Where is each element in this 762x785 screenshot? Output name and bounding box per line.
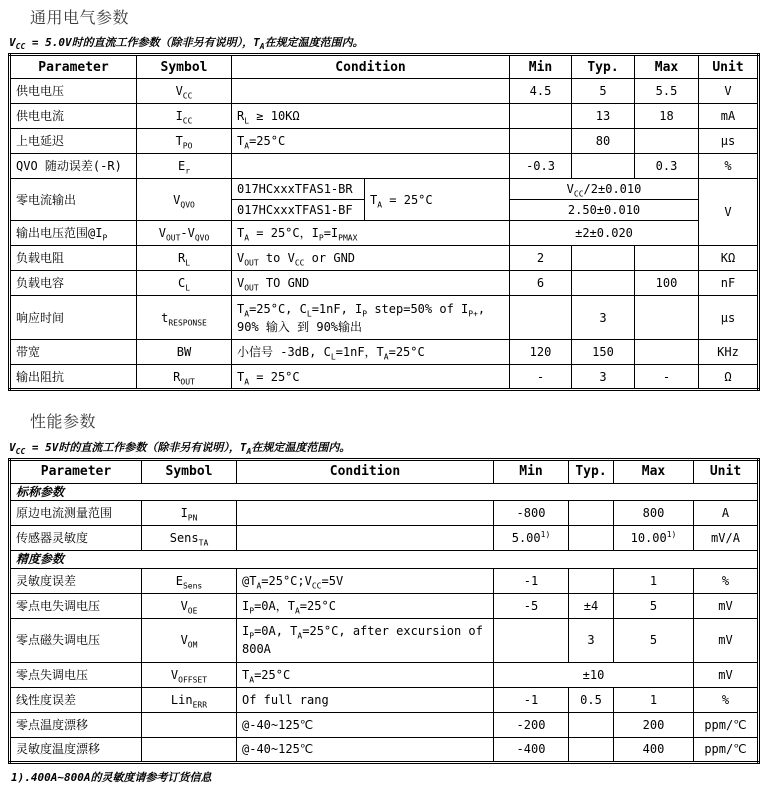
section-performance: [8, 412, 758, 784]
section-subtitle-performance: $V_{CC} = 5V$时的直流工作参数（除非另有说明），$T_A$在规定温度范围内。: [9, 440, 351, 456]
table-cell: [572, 154, 635, 179]
table-row: [10, 79, 759, 104]
table-cell: [510, 104, 572, 129]
table-cell: $E_{Sens}$: [142, 568, 237, 593]
table-cell: BW: [137, 340, 232, 365]
table-row: [10, 246, 759, 271]
table-cell: 017HCxxxTFAS1-BF: [232, 200, 365, 221]
table-cell: 3: [569, 618, 614, 662]
table-cell: $I_P=0A$, $T_A=25^\circ C$, after excursion of 800A: [237, 618, 494, 662]
table-cell: [510, 129, 572, 154]
table-cell: 供电电压: [10, 79, 137, 104]
table-cell: -800: [494, 501, 569, 526]
table-row: [10, 737, 759, 762]
table-cell: 017HCxxxTFAS1-BR: [232, 179, 365, 200]
table-cell: 2: [510, 246, 572, 271]
table-cell: $V_{CC}$: [137, 79, 232, 104]
table-cell: $@T_A=25^\circ C;V_{CC}=5V$: [237, 568, 494, 593]
section-subtitle-general: $V_{CC} = 5.0V$时的直流工作参数（除非另有说明），$T_A$在规定温度范围内。: [9, 36, 364, 52]
table-cell: [142, 737, 237, 762]
table-row: [10, 526, 759, 551]
table-cell: %: [699, 154, 759, 179]
table-cell: [572, 271, 635, 296]
column-header: Parameter: [10, 459, 142, 483]
table-row: [10, 568, 759, 593]
table-section-label: 精度参数: [10, 551, 759, 568]
table-cell: [635, 129, 699, 154]
table-cell: [494, 618, 569, 662]
table-cell: $V_{OFFSET}$: [142, 662, 237, 687]
table-cell: [142, 712, 237, 737]
table-cell: 输出阻抗: [10, 365, 137, 390]
table-cell: μs: [699, 296, 759, 340]
table-cell: Of full rang: [237, 687, 494, 712]
column-header: Min: [510, 55, 572, 79]
table-cell: $V_{OM}$: [142, 618, 237, 662]
table-cell: $V_{OUT}$ to $V_{CC}$ or GND: [232, 246, 510, 271]
table-cell: [569, 737, 614, 762]
table-row: [10, 179, 759, 200]
table-cell: 零点磁失调电压: [10, 618, 142, 662]
section-general-electrical: [8, 8, 758, 391]
table-cell: -5: [494, 593, 569, 618]
table-cell: [232, 154, 510, 179]
header-row: [10, 55, 759, 79]
table-cell: -400: [494, 737, 569, 762]
table-row: [10, 662, 759, 687]
table-cell: 4.5: [510, 79, 572, 104]
table-cell: ppm/℃: [694, 737, 759, 762]
table-cell: QVO 随动误差(-R): [10, 154, 137, 179]
table-cell: -: [510, 365, 572, 390]
table-cell: 响应时间: [10, 296, 137, 340]
table-cell: $V_{OUT}-V_{QVO}$: [137, 221, 232, 246]
table-cell: [635, 246, 699, 271]
table-row: [10, 593, 759, 618]
table-cell: 供电电流: [10, 104, 137, 129]
table-cell: $V_{QVO}$: [137, 179, 232, 221]
table-cell: %: [694, 568, 759, 593]
table-cell: 0.5: [569, 687, 614, 712]
table-row: [10, 618, 759, 662]
table-section-row: [10, 551, 759, 568]
table-cell: V: [699, 179, 759, 246]
table-cell: [569, 712, 614, 737]
table-cell: $T_A = 25^\circ C$: [365, 179, 510, 221]
table-cell: mV: [694, 593, 759, 618]
footnote: 1).400A~800A的灵敏度请参考订货信息: [11, 770, 212, 784]
table-cell: $E_r$: [137, 154, 232, 179]
table-cell: 13: [572, 104, 635, 129]
table-cell: [510, 296, 572, 340]
table-cell: 带宽: [10, 340, 137, 365]
table-cell: KHz: [699, 340, 759, 365]
table-cell: $R_L \ge 10K\Omega$: [232, 104, 510, 129]
table-cell: $T_A = 25^\circ C$: [232, 365, 510, 390]
table-cell: ppm/℃: [694, 712, 759, 737]
table-cell: @-40~125℃: [237, 737, 494, 762]
table-cell: -1: [494, 568, 569, 593]
table-cell: 80: [572, 129, 635, 154]
table-cell: $R_{OUT}$: [137, 365, 232, 390]
table-cell: 1: [614, 687, 694, 712]
table-cell: [572, 246, 635, 271]
table-cell: 5: [614, 593, 694, 618]
table-cell: 2.50±0.010: [510, 200, 699, 221]
table-cell: ±10: [494, 662, 694, 687]
table-cell: [635, 296, 699, 340]
table-section-label: 标称参数: [10, 483, 759, 500]
table-cell: mV: [694, 618, 759, 662]
table-cell: 上电延迟: [10, 129, 137, 154]
table-cell: 0.3: [635, 154, 699, 179]
table-cell: 零电流输出: [10, 179, 137, 221]
table-cell: %: [694, 687, 759, 712]
table-cell: 120: [510, 340, 572, 365]
table-row: [10, 104, 759, 129]
column-header: Condition: [232, 55, 510, 79]
column-header: Parameter: [10, 55, 137, 79]
table-cell: 灵敏度温度漂移: [10, 737, 142, 762]
table-cell: 1: [614, 568, 694, 593]
table-cell: -1: [494, 687, 569, 712]
table-cell: [569, 526, 614, 551]
table-cell: $V_{CC}/2\pm 0.010$: [510, 179, 699, 200]
table-row: [10, 221, 759, 246]
table-cell: 800: [614, 501, 694, 526]
table-row: [10, 687, 759, 712]
column-header: Max: [635, 55, 699, 79]
table-cell: $T_{PO}$: [137, 129, 232, 154]
table-cell: KΩ: [699, 246, 759, 271]
table-cell: V: [699, 79, 759, 104]
table-cell: @-40~125℃: [237, 712, 494, 737]
table-cell: 6: [510, 271, 572, 296]
table-cell: $T_A=25^\circ C$: [232, 129, 510, 154]
table-row: [10, 501, 759, 526]
table-row: [10, 154, 759, 179]
table-cell: μs: [699, 129, 759, 154]
table-cell: 18: [635, 104, 699, 129]
table-row: [10, 296, 759, 340]
table-cell: [635, 340, 699, 365]
table-cell: Ω: [699, 365, 759, 390]
table-row: [10, 712, 759, 737]
table-cell: $C_L$: [137, 271, 232, 296]
table-cell: Lin$_{ERR}$: [142, 687, 237, 712]
table-cell: 3: [572, 365, 635, 390]
table-cell: 5: [614, 618, 694, 662]
column-header: Symbol: [142, 459, 237, 483]
table-cell: 200: [614, 712, 694, 737]
table-cell: 灵敏度误差: [10, 568, 142, 593]
table-cell: [569, 568, 614, 593]
table-cell: 5.00$^{1)}$: [494, 526, 569, 551]
column-header: Condition: [237, 459, 494, 483]
table-cell: 10.00$^{1)}$: [614, 526, 694, 551]
table-cell: 线性度误差: [10, 687, 142, 712]
section-title-general: 通用电气参数: [30, 8, 130, 27]
general-electrical-table: [8, 53, 760, 391]
table-cell: $T_A = 25^\circ C$，$I_P=I_{PMAX}$: [232, 221, 510, 246]
table-row: [10, 271, 759, 296]
table-cell: [237, 526, 494, 551]
table-cell: 原边电流测量范围: [10, 501, 142, 526]
column-header: Max: [614, 459, 694, 483]
table-cell: 5.5: [635, 79, 699, 104]
table-cell: $R_L$: [137, 246, 232, 271]
table-cell: 零点失调电压: [10, 662, 142, 687]
column-header: Symbol: [137, 55, 232, 79]
table-cell: 150: [572, 340, 635, 365]
table-cell: 小信号 -3dB, $C_L=1nF$，$T_A=25^\circ C$: [232, 340, 510, 365]
table-row: [10, 340, 759, 365]
table-cell: -: [635, 365, 699, 390]
performance-table: [8, 458, 760, 764]
table-cell: 负载电阻: [10, 246, 137, 271]
column-header: Typ.: [569, 459, 614, 483]
section-title-performance: 性能参数: [30, 412, 97, 432]
table-cell: [569, 501, 614, 526]
table-cell: 输出电压范围$@I_P$: [10, 221, 137, 246]
table-cell: -200: [494, 712, 569, 737]
table-cell: 负载电容: [10, 271, 137, 296]
table-cell: mV: [694, 662, 759, 687]
table-cell: $T_A=25^\circ C$, $C_L=1nF$, $I_P$ step=50% of $I_{P+}$, 90% 输入 到 90%输出: [232, 296, 510, 340]
table-cell: $I_P=0A$，$T_A=25^\circ C$: [237, 593, 494, 618]
table-cell: mV/A: [694, 526, 759, 551]
table-cell: A: [694, 501, 759, 526]
table-cell: [237, 501, 494, 526]
table-cell: 3: [572, 296, 635, 340]
column-header: Unit: [699, 55, 759, 79]
table-cell: $V_{OUT}$ TO GND: [232, 271, 510, 296]
table-cell: ±2±0.020: [510, 221, 699, 246]
table-cell: 传感器灵敏度: [10, 526, 142, 551]
table-row: [10, 129, 759, 154]
table-cell: $t_{RESPONSE}$: [137, 296, 232, 340]
table-cell: -0.3: [510, 154, 572, 179]
table-cell: mA: [699, 104, 759, 129]
table-cell: 400: [614, 737, 694, 762]
table-cell: $T_A=25^\circ C$: [237, 662, 494, 687]
column-header: Typ.: [572, 55, 635, 79]
table-cell: ±4: [569, 593, 614, 618]
table-cell: [232, 79, 510, 104]
table-cell: $V_{OE}$: [142, 593, 237, 618]
table-cell: 零点温度漂移: [10, 712, 142, 737]
table-cell: 5: [572, 79, 635, 104]
table-cell: 零点电失调电压: [10, 593, 142, 618]
table-cell: $I_{CC}$: [137, 104, 232, 129]
table-cell: 100: [635, 271, 699, 296]
table-cell: Sens$_{TA}$: [142, 526, 237, 551]
table-cell: $I_{PN}$: [142, 501, 237, 526]
table-row: [10, 365, 759, 390]
table-cell: nF: [699, 271, 759, 296]
header-row: [10, 459, 759, 483]
column-header: Unit: [694, 459, 759, 483]
column-header: Min: [494, 459, 569, 483]
table-section-row: [10, 483, 759, 500]
